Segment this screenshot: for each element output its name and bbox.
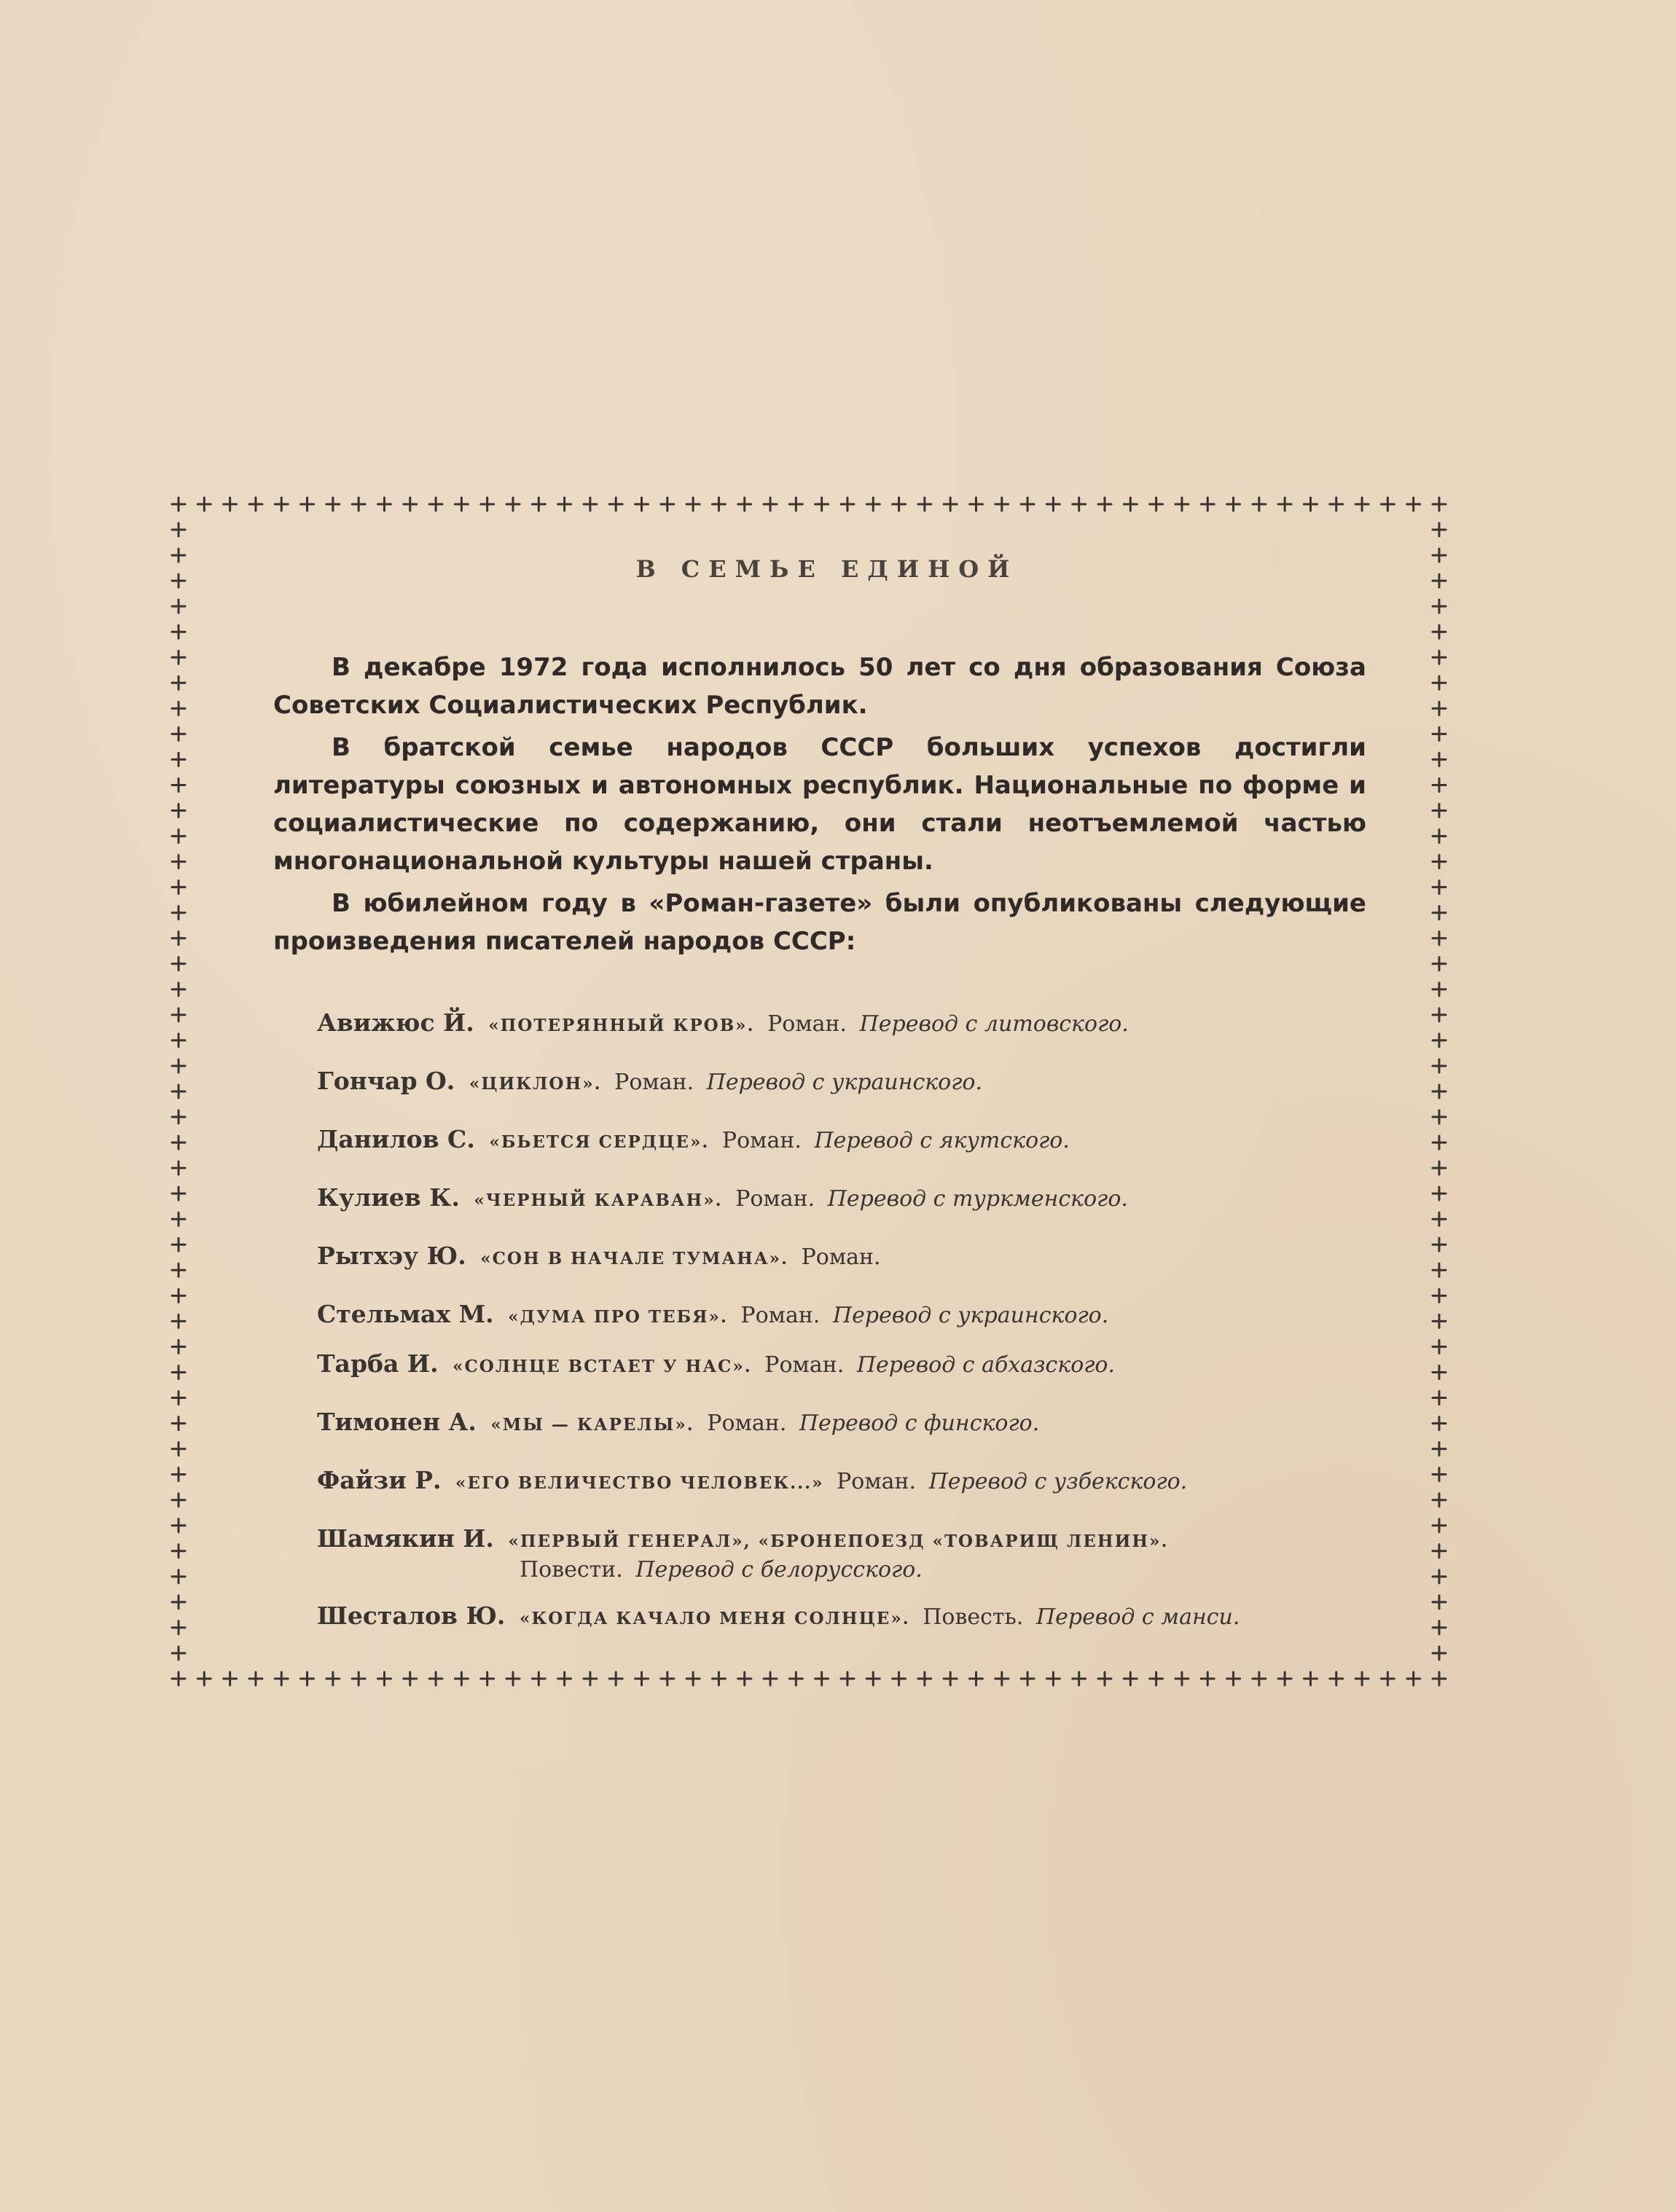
border-cross [172,1570,185,1583]
work-author: Тимонен А. [317,1408,477,1436]
border-cross [1433,1392,1446,1405]
border-cross [172,1417,185,1430]
border-cross [1175,1672,1189,1685]
work-author: Тарба И. [317,1349,439,1378]
work-entry [317,1524,1366,1584]
work-title: «СОЛНЦЕ ВСТАЕТ У НАС». [453,1357,752,1376]
work-author: Стельмах М. [317,1300,494,1328]
border-cross [1433,676,1446,689]
border-cross [1433,881,1446,894]
border-cross [1433,523,1446,536]
work-translation: Перевод с туркменского. [827,1186,1128,1212]
work-entry [317,1242,1366,1274]
border-cross [866,498,880,511]
border-cross [1433,1008,1446,1021]
work-title: «ЧЕРНЫЙ КАРАВАН». [474,1191,723,1210]
work-translation: Перевод с манси. [1035,1604,1240,1630]
border-cross [275,1672,288,1685]
border-cross [1201,1672,1214,1685]
border-cross [1433,651,1446,664]
border-cross [1433,1136,1446,1149]
border-cross [172,651,185,664]
border-cross [197,1672,211,1685]
border-cross [1381,1672,1394,1685]
border-cross [301,1672,314,1685]
work-author: Авижюс Й. [317,1008,474,1037]
border-cross [1433,1417,1446,1430]
border-cross [172,983,185,996]
border-cross [224,498,237,511]
border-cross [249,1672,262,1685]
border-cross [609,1672,622,1685]
border-cross [815,498,829,511]
work-entry [317,1466,1366,1498]
border-cross [969,1672,982,1685]
border-cross [764,498,777,511]
border-cross [1433,932,1446,945]
border-cross [172,1596,185,1609]
border-cross [172,932,185,945]
work-author: Файзи Р. [317,1466,442,1494]
work-genre: Роман. [721,1128,802,1153]
work-author: Данилов С. [317,1125,475,1153]
work-entry [317,1067,1366,1099]
box-content [273,555,1366,1660]
border-cross [866,1672,880,1685]
border-cross [789,498,802,511]
work-title: «СОН В НАЧАЛЕ ТУМАНА». [480,1249,789,1268]
border-cross [1433,549,1446,562]
border-cross [352,498,365,511]
border-cross [1433,1263,1446,1276]
border-cross [352,1672,365,1685]
work-genre: Роман. [740,1303,821,1328]
border-cross [1433,1340,1446,1353]
border-cross [172,1494,185,1507]
work-entry [317,1601,1366,1633]
border-cross [1433,600,1446,613]
border-cross [1433,906,1446,919]
work-genre: Роман. [735,1186,815,1212]
border-cross [172,957,185,970]
border-cross [1330,1672,1343,1685]
border-cross [172,1238,185,1251]
work-entry [317,1008,1366,1040]
bordered-box [164,490,1454,1693]
border-cross [1304,1672,1317,1685]
border-cross [686,498,700,511]
border-cross [172,1340,185,1353]
work-genre: Повести. [520,1557,623,1582]
work-title: «КОГДА КАЧАЛО МЕНЯ СОЛНЦЕ». [519,1609,910,1628]
border-cross [377,1672,391,1685]
border-cross [455,1672,468,1685]
border-cross [944,498,957,511]
border-cross [172,855,185,868]
work-title: «БЬЕТСЯ СЕРДЦЕ». [489,1132,710,1152]
border-cross [172,778,185,791]
work-translation: Перевод с финского. [799,1411,1040,1436]
border-cross [455,498,468,511]
border-cross [893,1672,906,1685]
border-cross [1253,1672,1266,1685]
work-title: «МЫ — КАРЕЛЫ». [490,1415,694,1435]
border-cross [1433,830,1446,843]
border-cross [172,1085,185,1098]
border-cross [1433,778,1446,791]
work-entry [317,1125,1366,1157]
border-cross [172,1519,185,1532]
border-cross [506,1672,520,1685]
border-cross [1433,1212,1446,1225]
border-cross [686,1672,700,1685]
border-cross [1433,1494,1446,1507]
border-cross [918,498,931,511]
border-cross [738,498,751,511]
border-cross [172,881,185,894]
work-genre: Роман. [837,1469,917,1494]
work-genre: Роман. [707,1411,787,1436]
border-cross [1407,498,1420,511]
border-cross [1278,1672,1291,1685]
border-cross [1330,498,1343,511]
border-cross [558,1672,571,1685]
border-cross [1124,498,1137,511]
work-author: Шамякин И. [317,1524,494,1553]
work-translation: Перевод с белорусского. [635,1557,923,1582]
border-cross [1046,1672,1060,1685]
work-entry [317,1183,1366,1215]
border-cross [172,1263,185,1276]
border-cross [1381,498,1394,511]
border-cross [635,498,649,511]
border-cross [764,1672,777,1685]
border-cross [172,600,185,613]
border-cross [893,498,906,511]
border-cross [1021,1672,1034,1685]
border-cross [635,1672,649,1685]
border-cross [172,1672,185,1685]
border-cross [1433,804,1446,817]
border-cross [1433,1161,1446,1174]
border-cross [301,498,314,511]
border-cross [532,1672,545,1685]
border-cross [1046,498,1060,511]
border-cross [1433,1289,1446,1302]
work-entry-continuation [317,1556,1366,1584]
intro-paragraph-1: В декабре 1972 года исполнилось 50 лет со дня образования Союза Советских Социалистических Республик. [273,653,1366,720]
border-cross [1433,855,1446,868]
border-cross [172,1187,185,1200]
border-cross [558,498,571,511]
border-cross [429,498,442,511]
border-cross [172,676,185,689]
border-cross [172,1059,185,1072]
work-translation: Перевод с литовского. [859,1011,1129,1037]
border-cross [1433,1570,1446,1583]
border-cross [1433,727,1446,740]
border-cross [995,498,1009,511]
work-title: «ЦИКЛОН». [469,1074,602,1094]
border-cross [1124,1672,1137,1685]
work-title: «ПОТЕРЯННЫЙ КРОВ». [488,1016,755,1035]
border-cross [326,498,340,511]
border-cross [172,498,185,511]
border-cross [1433,1314,1446,1327]
border-cross [918,1672,931,1685]
border-cross [1433,1468,1446,1481]
border-cross [172,1289,185,1302]
border-cross [172,727,185,740]
work-genre: Повесть. [923,1604,1024,1630]
border-cross [609,498,622,511]
work-entry [317,1300,1366,1332]
border-cross [841,498,854,511]
border-cross [1433,1059,1446,1072]
work-entry [317,1349,1366,1381]
border-cross [172,1392,185,1405]
border-cross [172,1647,185,1660]
border-cross [172,574,185,587]
border-cross [1433,983,1446,996]
border-cross [172,1621,185,1634]
border-cross [1073,498,1086,511]
work-translation: Перевод с абхазского. [856,1352,1116,1378]
border-cross [1433,1672,1446,1685]
border-cross [1098,1672,1111,1685]
border-cross [789,1672,802,1685]
work-genre: Роман. [764,1352,845,1378]
border-cross [1021,498,1034,511]
border-cross [172,753,185,766]
border-cross [224,1672,237,1685]
border-cross [1278,498,1291,511]
border-cross [481,498,494,511]
border-cross [172,1034,185,1047]
border-cross [172,625,185,638]
border-cross [275,498,288,511]
border-cross [1433,1238,1446,1251]
work-title: «ПЕРВЫЙ ГЕНЕРАЛ», «БРОНЕПОЕЗД «ТОВАРИЩ ЛЕНИН». [508,1531,1169,1551]
border-cross [429,1672,442,1685]
border-cross [1433,1519,1446,1532]
border-cross [1407,1672,1420,1685]
border-cross [1355,498,1368,511]
work-genre: Роман. [801,1244,881,1270]
border-cross [1433,1110,1446,1123]
work-genre: Роман. [614,1070,694,1095]
border-cross [661,498,674,511]
work-author: Кулиев К. [317,1183,460,1212]
border-cross [1253,498,1266,511]
border-cross [1098,498,1111,511]
border-cross [404,498,417,511]
border-cross [172,523,185,536]
border-cross [377,498,391,511]
border-cross [172,1468,185,1481]
border-cross [1433,957,1446,970]
intro-paragraph-3: В юбилейном году в «Роман-газете» были опубликованы следующие произведения писателей народов СССР: [273,889,1366,956]
border-cross [1433,1365,1446,1378]
border-cross [172,830,185,843]
work-author: Рытхэу Ю. [317,1242,466,1270]
border-cross [1201,498,1214,511]
border-cross [815,1672,829,1685]
border-cross [506,498,520,511]
border-cross [172,1110,185,1123]
border-cross [712,1672,725,1685]
border-cross [326,1672,340,1685]
border-cross [481,1672,494,1685]
border-cross [1150,498,1163,511]
border-cross [172,702,185,715]
border-cross [841,1672,854,1685]
border-cross [172,804,185,817]
border-cross [1433,1034,1446,1047]
border-cross [172,1365,185,1378]
work-title: «ДУМА ПРО ТЕБЯ». [508,1307,728,1327]
border-cross [172,1161,185,1174]
border-cross [1433,625,1446,638]
border-cross [172,549,185,562]
border-cross [172,1212,185,1225]
intro-paragraph-2: В братской семье народов СССР больших успехов достигли литературы союзных и автономных республик. Национальные по форме и социалистические по содержанию, они стали неотъемлемой частью многонациональной культуры нашей страны. [273,733,1366,876]
border-cross [944,1672,957,1685]
border-cross [712,498,725,511]
border-cross [1433,1085,1446,1098]
border-cross [1433,1545,1446,1558]
border-cross [172,1314,185,1327]
work-translation: Перевод с украинского. [706,1070,982,1095]
border-cross [1355,1672,1368,1685]
border-cross [249,498,262,511]
border-cross [1433,753,1446,766]
border-cross [404,1672,417,1685]
work-translation: Перевод с украинского. [832,1303,1109,1328]
work-title: «ЕГО ВЕЛИЧЕСТВО ЧЕЛОВЕК...» [455,1473,824,1493]
border-cross [532,498,545,511]
border-cross [172,1545,185,1558]
border-cross [1433,1596,1446,1609]
border-cross [172,1136,185,1149]
border-cross [1175,498,1189,511]
work-entry [317,1408,1366,1440]
border-cross [172,1008,185,1021]
border-cross [584,498,597,511]
border-cross [1433,1621,1446,1634]
works-list [273,1008,1366,1633]
work-author: Гончар О. [317,1067,455,1095]
border-cross [172,1443,185,1456]
border-cross [584,1672,597,1685]
border-cross [197,498,211,511]
work-translation: Перевод с узбекского. [928,1469,1188,1494]
work-author: Шесталов Ю. [317,1601,506,1630]
border-cross [1433,498,1446,511]
border-cross [1433,702,1446,715]
border-cross [1150,1672,1163,1685]
border-cross [172,906,185,919]
border-cross [1227,498,1240,511]
border-cross [738,1672,751,1685]
border-cross [1433,1647,1446,1660]
border-cross [1227,1672,1240,1685]
border-cross [1073,1672,1086,1685]
border-cross [661,1672,674,1685]
border-cross [995,1672,1009,1685]
border-cross [1433,574,1446,587]
section-heading: В СЕМЬЕ ЕДИНОЙ [635,555,1019,583]
border-cross [1304,498,1317,511]
work-translation: Перевод с якутского. [814,1128,1070,1153]
border-cross [1433,1443,1446,1456]
border-cross [969,498,982,511]
work-genre: Роман. [767,1011,847,1037]
border-cross [1433,1187,1446,1200]
